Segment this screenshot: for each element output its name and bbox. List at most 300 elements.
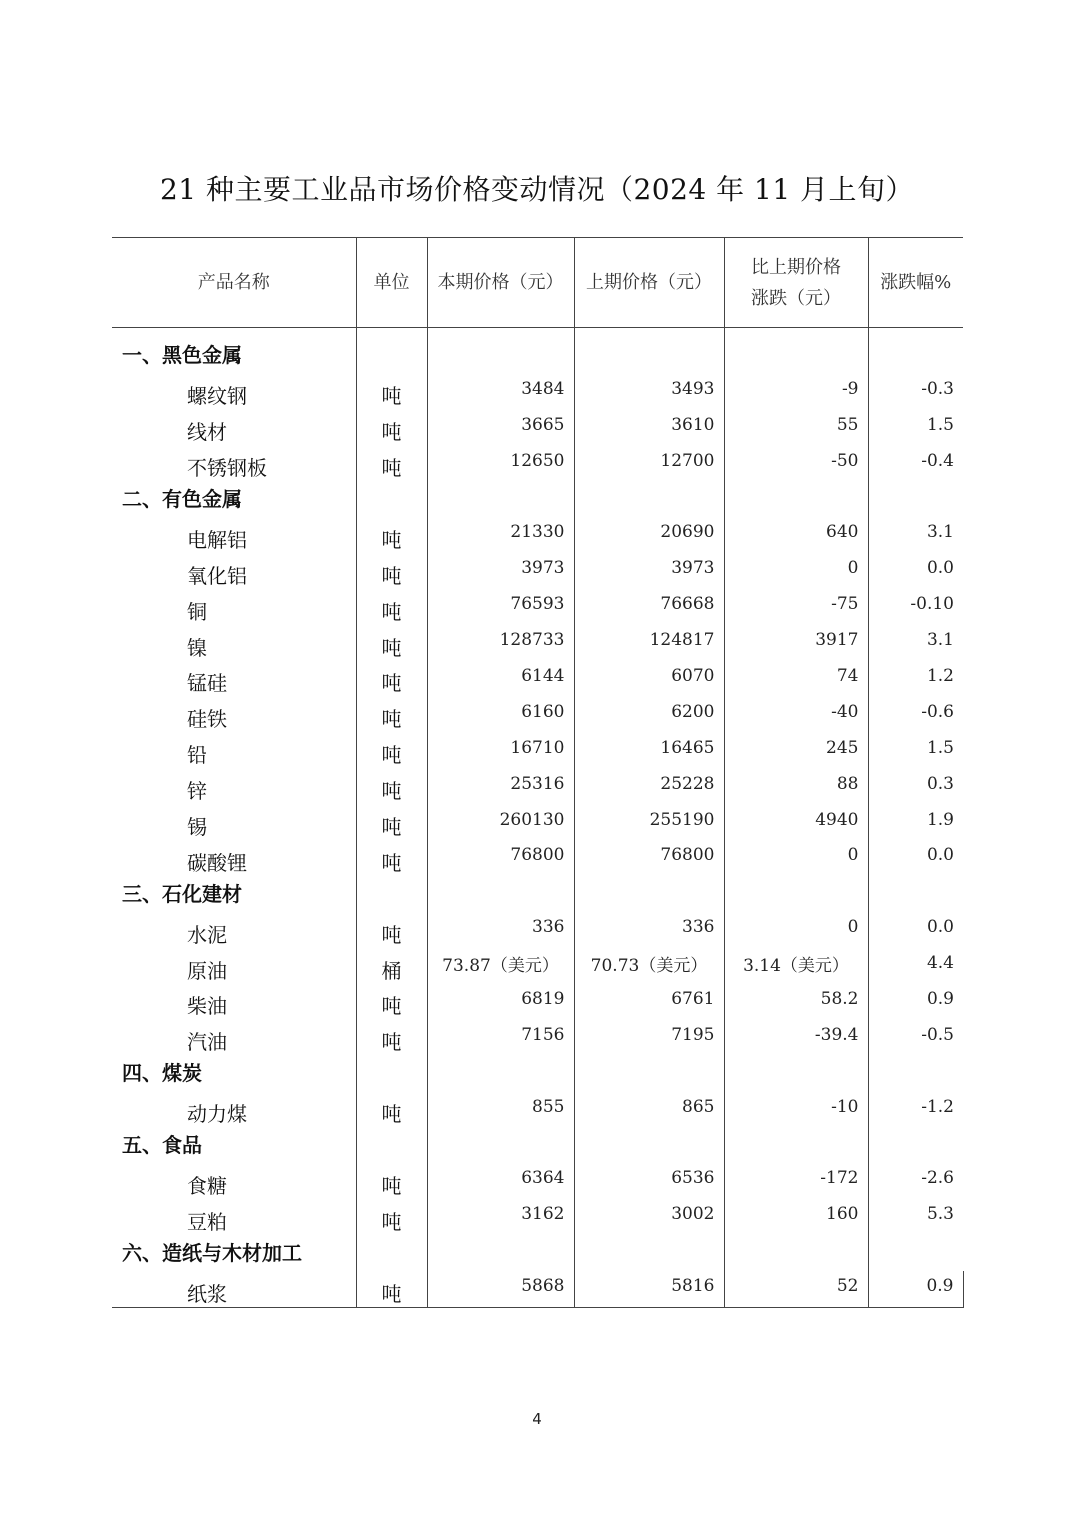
percent-change-cell — [868, 912, 963, 948]
previous-price: 3610 — [671, 414, 715, 435]
current-price-cell — [427, 517, 574, 553]
product-name-cell — [112, 1271, 356, 1307]
table-row — [112, 589, 963, 625]
unit-cell — [356, 410, 427, 446]
table-row — [112, 733, 963, 769]
previous-price-cell — [574, 840, 724, 876]
header-price-change-line2: 涨跌（元） — [751, 287, 841, 309]
unit-cell — [356, 1020, 427, 1056]
current-price: 6819 — [521, 988, 565, 1009]
previous-price-cell — [574, 769, 724, 805]
previous-price: 25228 — [660, 773, 715, 794]
previous-price-cell — [574, 661, 724, 697]
price-change: 88 — [836, 773, 859, 794]
previous-price-cell — [574, 1128, 724, 1164]
unit-value: 吨 — [381, 994, 402, 1019]
previous-price-cell — [574, 482, 724, 518]
previous-price: 6536 — [671, 1168, 715, 1189]
unit-value: 吨 — [381, 635, 402, 660]
price-change-cell — [724, 840, 868, 876]
price-change-cell — [724, 1128, 868, 1164]
percent-change: 0.9 — [926, 1276, 954, 1297]
current-price-cell — [427, 912, 574, 948]
current-price-cell — [427, 984, 574, 1020]
current-price: 3484 — [521, 378, 565, 399]
product-name-cell — [112, 984, 356, 1020]
percent-change-cell — [868, 805, 963, 841]
previous-price-cell — [574, 553, 724, 589]
previous-price-cell — [574, 1199, 724, 1235]
product-name: 锡 — [187, 815, 207, 840]
previous-price-cell — [574, 589, 724, 625]
price-change: 3.14（美元） — [743, 955, 849, 976]
percent-change-cell — [868, 589, 963, 625]
product-name: 动力煤 — [187, 1102, 247, 1127]
current-price-cell — [427, 1056, 574, 1092]
percent-change-cell — [868, 1020, 963, 1056]
percent-change: -0.10 — [910, 594, 954, 615]
unit-value: 吨 — [381, 1281, 402, 1306]
document-title: 21 种主要工业品市场价格变动情况（2024 年 11 月上旬） — [159, 173, 915, 206]
unit-cell — [356, 482, 427, 518]
unit-cell — [356, 1092, 427, 1128]
unit-cell — [356, 733, 427, 769]
unit-value: 吨 — [381, 815, 402, 840]
table-body — [112, 328, 963, 1308]
unit-cell — [356, 328, 427, 374]
current-price-cell — [427, 446, 574, 482]
percent-change-cell — [868, 1199, 963, 1235]
current-price-cell — [427, 625, 574, 661]
current-price-cell — [427, 1199, 574, 1235]
percent-change: 1.2 — [926, 665, 954, 686]
unit-cell — [356, 984, 427, 1020]
product-name: 锰硅 — [187, 671, 227, 696]
percent-change: -0.3 — [921, 378, 954, 399]
category-row — [112, 1235, 963, 1271]
previous-price-cell — [574, 1235, 724, 1271]
previous-price: 20690 — [660, 522, 715, 543]
previous-price: 255190 — [649, 809, 715, 830]
unit-cell — [356, 517, 427, 553]
current-price: 76800 — [510, 845, 565, 866]
price-change-cell — [724, 374, 868, 410]
percent-change-cell — [868, 1056, 963, 1092]
table-row — [112, 912, 963, 948]
percent-change-cell — [868, 328, 963, 374]
header-price-change — [724, 238, 868, 328]
current-price-cell — [427, 840, 574, 876]
current-price: 855 — [532, 1096, 565, 1117]
percent-change-cell — [868, 1235, 963, 1271]
current-price: 3162 — [521, 1204, 565, 1225]
header-percent-change: 涨跌幅% — [868, 238, 963, 328]
product-name-cell — [112, 661, 356, 697]
price-change: 52 — [836, 1276, 859, 1297]
page-number: 4 — [532, 1410, 542, 1428]
previous-price-cell — [574, 948, 724, 984]
price-change-cell — [724, 769, 868, 805]
percent-change: -0.6 — [921, 701, 954, 722]
percent-change-cell — [868, 948, 963, 984]
price-change: 4940 — [815, 809, 859, 830]
unit-value: 吨 — [381, 1209, 402, 1234]
percent-change: 0.0 — [926, 917, 954, 938]
current-price-cell — [427, 1020, 574, 1056]
unit-cell — [356, 1163, 427, 1199]
unit-value: 吨 — [381, 527, 402, 552]
table-row — [112, 769, 963, 805]
unit-value: 吨 — [381, 850, 402, 875]
percent-change-cell — [868, 984, 963, 1020]
product-name: 螺纹钢 — [187, 384, 247, 409]
previous-price: 3002 — [671, 1204, 715, 1225]
category-row — [112, 876, 963, 912]
previous-price-cell — [574, 517, 724, 553]
product-name-cell — [112, 517, 356, 553]
category-label: 一、黑色金属 — [122, 343, 242, 368]
previous-price-cell — [574, 912, 724, 948]
price-change-cell — [724, 553, 868, 589]
percent-change: 0.3 — [926, 773, 954, 794]
product-name-cell — [112, 733, 356, 769]
unit-cell — [356, 948, 427, 984]
price-change-cell — [724, 661, 868, 697]
percent-change-cell — [868, 876, 963, 912]
header-unit: 单位 — [356, 238, 427, 328]
unit-cell — [356, 661, 427, 697]
product-name-cell — [112, 374, 356, 410]
price-change: 0 — [847, 558, 859, 579]
product-name: 柴油 — [187, 994, 227, 1019]
previous-price: 6070 — [671, 665, 715, 686]
price-change-cell — [724, 948, 868, 984]
previous-price: 124817 — [649, 630, 715, 651]
price-change-cell — [724, 1092, 868, 1128]
price-change-cell — [724, 805, 868, 841]
price-change: -75 — [831, 594, 859, 615]
category-row — [112, 482, 963, 518]
price-change-cell — [724, 482, 868, 518]
unit-cell — [356, 1056, 427, 1092]
previous-price-cell — [574, 328, 724, 374]
previous-price: 865 — [682, 1096, 715, 1117]
percent-change-cell — [868, 482, 963, 518]
previous-price-cell — [574, 1056, 724, 1092]
unit-value: 桶 — [381, 958, 402, 983]
percent-change-cell — [868, 769, 963, 805]
percent-change-cell — [868, 1271, 963, 1307]
price-change-cell — [724, 1199, 868, 1235]
current-price: 128733 — [499, 630, 565, 651]
price-change: -50 — [831, 450, 859, 471]
percent-change: 1.9 — [926, 809, 954, 830]
product-name: 豆粕 — [187, 1209, 227, 1234]
percent-change: -2.6 — [921, 1168, 954, 1189]
price-change: 58.2 — [820, 988, 859, 1009]
unit-cell — [356, 1271, 427, 1307]
price-change: 55 — [836, 414, 859, 435]
price-change-cell — [724, 1056, 868, 1092]
previous-price-cell — [574, 1163, 724, 1199]
product-name: 碳酸锂 — [187, 850, 247, 875]
unit-value: 吨 — [381, 1173, 402, 1198]
current-price-cell — [427, 1163, 574, 1199]
previous-price-cell — [574, 374, 724, 410]
current-price: 6364 — [521, 1168, 565, 1189]
percent-change-cell — [868, 697, 963, 733]
unit-cell — [356, 553, 427, 589]
percent-change-cell — [868, 517, 963, 553]
unit-cell — [356, 876, 427, 912]
percent-change-cell — [868, 1163, 963, 1199]
price-change: 160 — [826, 1204, 859, 1225]
percent-change: 0.0 — [926, 845, 954, 866]
unit-cell — [356, 374, 427, 410]
category-label: 二、有色金属 — [122, 487, 242, 511]
product-name-cell — [112, 840, 356, 876]
product-name-cell — [112, 1092, 356, 1128]
price-change-cell — [724, 1163, 868, 1199]
current-price: 6144 — [521, 665, 565, 686]
product-name: 水泥 — [187, 922, 227, 947]
previous-price-cell — [574, 697, 724, 733]
price-change: -39.4 — [814, 1024, 859, 1045]
current-price: 76593 — [510, 594, 565, 615]
percent-change-cell — [868, 553, 963, 589]
price-change-cell — [724, 589, 868, 625]
product-name-cell — [112, 625, 356, 661]
product-name-cell — [112, 1199, 356, 1235]
current-price-cell — [427, 697, 574, 733]
price-change: 0 — [847, 917, 859, 938]
unit-value: 吨 — [381, 671, 402, 696]
price-change: -9 — [841, 378, 859, 399]
price-table — [112, 237, 964, 1308]
price-change: 3917 — [815, 630, 859, 651]
percent-change: -0.4 — [921, 450, 954, 471]
percent-change: 4.4 — [926, 953, 954, 974]
price-change-cell — [724, 697, 868, 733]
category-row — [112, 328, 963, 374]
current-price-cell — [427, 733, 574, 769]
price-change: -172 — [820, 1168, 859, 1189]
percent-change: 3.1 — [926, 522, 954, 543]
product-name: 不锈钢板 — [187, 456, 267, 481]
previous-price-cell — [574, 1271, 724, 1307]
current-price: 12650 — [510, 450, 565, 471]
percent-change: 1.5 — [926, 414, 954, 435]
product-name: 纸浆 — [187, 1281, 227, 1306]
current-price-cell — [427, 661, 574, 697]
percent-change-cell — [868, 410, 963, 446]
table-row — [112, 553, 963, 589]
price-change-cell — [724, 984, 868, 1020]
table-row — [112, 1092, 963, 1128]
product-name: 汽油 — [187, 1030, 227, 1055]
category-cell — [112, 482, 356, 518]
unit-value: 吨 — [381, 922, 402, 947]
current-price: 6160 — [521, 701, 565, 722]
header-previous-price: 上期价格（元） — [574, 238, 724, 328]
unit-cell — [356, 769, 427, 805]
product-name: 食糖 — [187, 1173, 227, 1198]
price-change: -10 — [831, 1096, 859, 1117]
price-change-cell — [724, 912, 868, 948]
table-row — [112, 1271, 963, 1307]
previous-price-cell — [574, 984, 724, 1020]
table-row — [112, 1199, 963, 1235]
current-price-cell — [427, 1092, 574, 1128]
previous-price: 3973 — [671, 558, 715, 579]
previous-price: 5816 — [671, 1276, 715, 1297]
current-price-cell — [427, 374, 574, 410]
price-change-cell — [724, 517, 868, 553]
previous-price: 6200 — [671, 701, 715, 722]
unit-cell — [356, 840, 427, 876]
price-change-cell — [724, 876, 868, 912]
unit-value: 吨 — [381, 779, 402, 804]
percent-change: 1.5 — [926, 737, 954, 758]
current-price-cell — [427, 553, 574, 589]
price-change-cell — [724, 1271, 868, 1307]
percent-change: -0.5 — [921, 1024, 954, 1045]
product-name: 铜 — [187, 599, 207, 624]
previous-price-cell — [574, 876, 724, 912]
table-row — [112, 517, 963, 553]
table-row — [112, 661, 963, 697]
table-row — [112, 625, 963, 661]
percent-change: -1.2 — [921, 1096, 954, 1117]
table-row — [112, 948, 963, 984]
category-label: 三、石化建材 — [122, 881, 242, 906]
category-row — [112, 1056, 963, 1092]
unit-value: 吨 — [381, 456, 402, 481]
unit-value: 吨 — [381, 420, 402, 445]
price-change: 640 — [826, 522, 859, 543]
category-label: 四、煤炭 — [122, 1061, 202, 1086]
unit-value: 吨 — [381, 743, 402, 768]
product-name-cell — [112, 805, 356, 841]
current-price-cell — [427, 410, 574, 446]
previous-price-cell — [574, 1020, 724, 1056]
previous-price: 76800 — [660, 845, 715, 866]
unit-cell — [356, 805, 427, 841]
table-row — [112, 984, 963, 1020]
percent-change-cell — [868, 1128, 963, 1164]
previous-price: 3493 — [671, 378, 715, 399]
current-price: 7156 — [521, 1024, 565, 1045]
percent-change: 5.3 — [926, 1204, 954, 1225]
product-name: 镍 — [187, 635, 207, 660]
unit-cell — [356, 1128, 427, 1164]
current-price: 260130 — [499, 809, 565, 830]
product-name-cell — [112, 446, 356, 482]
percent-change: 3.1 — [926, 630, 954, 651]
product-name-cell — [112, 553, 356, 589]
unit-value: 吨 — [381, 1102, 402, 1127]
product-name: 原油 — [187, 958, 227, 983]
previous-price: 16465 — [660, 737, 715, 758]
unit-value: 吨 — [381, 707, 402, 732]
current-price: 3973 — [521, 558, 565, 579]
percent-change: 0.9 — [926, 988, 954, 1009]
unit-cell — [356, 446, 427, 482]
table-row — [112, 1020, 963, 1056]
category-cell — [112, 1056, 356, 1092]
previous-price: 336 — [682, 917, 715, 938]
product-name-cell — [112, 1163, 356, 1199]
current-price: 16710 — [510, 737, 565, 758]
price-change-cell — [724, 733, 868, 769]
previous-price: 7195 — [671, 1024, 715, 1045]
table-row — [112, 805, 963, 841]
header-current-price: 本期价格（元） — [427, 238, 574, 328]
product-name-cell — [112, 410, 356, 446]
product-name-cell — [112, 948, 356, 984]
product-name-cell — [112, 697, 356, 733]
current-price-cell — [427, 589, 574, 625]
unit-value: 吨 — [381, 599, 402, 624]
price-change-cell — [724, 625, 868, 661]
current-price: 73.87（美元） — [442, 955, 559, 976]
product-name: 线材 — [187, 420, 227, 445]
table-row — [112, 840, 963, 876]
unit-value: 吨 — [381, 1030, 402, 1055]
previous-price: 70.73（美元） — [590, 955, 708, 976]
product-name-cell — [112, 912, 356, 948]
category-label: 五、食品 — [122, 1133, 202, 1158]
current-price: 25316 — [510, 773, 565, 794]
table-header-row — [112, 238, 963, 328]
previous-price: 12700 — [660, 450, 715, 471]
unit-value: 吨 — [381, 384, 402, 409]
price-change: 0 — [847, 845, 859, 866]
unit-cell — [356, 625, 427, 661]
category-cell — [112, 876, 356, 912]
product-name: 电解铝 — [187, 527, 247, 552]
product-name-cell — [112, 769, 356, 805]
previous-price-cell — [574, 1092, 724, 1128]
table-row — [112, 1163, 963, 1199]
category-cell — [112, 1128, 356, 1164]
previous-price-cell — [574, 805, 724, 841]
percent-change-cell — [868, 625, 963, 661]
previous-price: 6761 — [671, 988, 715, 1009]
price-change: 74 — [836, 665, 859, 686]
current-price-cell — [427, 805, 574, 841]
previous-price: 76668 — [660, 594, 715, 615]
unit-cell — [356, 1235, 427, 1271]
current-price-cell — [427, 482, 574, 518]
percent-change-cell — [868, 840, 963, 876]
current-price-cell — [427, 1235, 574, 1271]
percent-change: 0.0 — [926, 558, 954, 579]
product-name: 锌 — [187, 779, 207, 804]
current-price: 21330 — [510, 522, 565, 543]
unit-cell — [356, 1199, 427, 1235]
price-change: 245 — [826, 737, 859, 758]
category-row — [112, 1128, 963, 1164]
current-price: 5868 — [521, 1276, 565, 1297]
header-price-change-line1: 比上期价格 — [751, 256, 841, 278]
unit-cell — [356, 589, 427, 625]
table-row — [112, 374, 963, 410]
category-cell — [112, 328, 356, 374]
price-change-cell — [724, 1235, 868, 1271]
product-name-cell — [112, 589, 356, 625]
previous-price-cell — [574, 625, 724, 661]
